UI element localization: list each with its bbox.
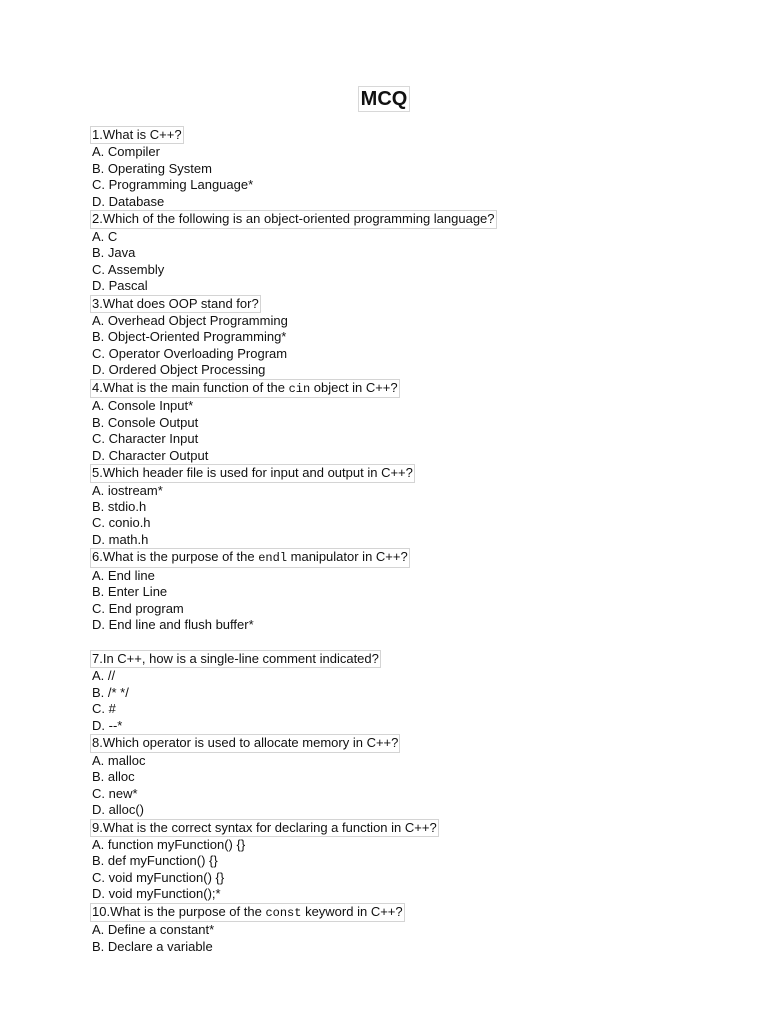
- question-text: 10.What is the purpose of the const keyword in C++?: [90, 903, 405, 922]
- question-text: 8.Which operator is used to allocate memory in C++?: [90, 734, 400, 752]
- question-8: [92, 734, 732, 818]
- blank-line: [92, 634, 732, 650]
- option-b: B. Declare a variable: [92, 938, 213, 954]
- option-a: A. Overhead Object Programming: [92, 312, 288, 328]
- question-text: 2.Which of the following is an object-oriented programming language?: [90, 210, 497, 228]
- question-5: [92, 464, 732, 548]
- question-9: [92, 819, 732, 903]
- option-a: A. C: [92, 228, 118, 244]
- option-b: B. Console Output: [92, 414, 199, 430]
- option-b: B. /* */: [92, 684, 129, 700]
- question-6: [92, 548, 732, 633]
- page-title: MCQ: [358, 86, 411, 112]
- question-4: [92, 379, 732, 464]
- option-d: D. --*: [92, 717, 123, 733]
- option-b: B. alloc: [92, 769, 135, 785]
- option-c: C. void myFunction() {}: [92, 869, 225, 885]
- question-text: 3.What does OOP stand for?: [90, 295, 261, 313]
- option-d: D. End line and flush buffer*: [92, 617, 254, 633]
- option-a: A. //: [92, 668, 116, 684]
- option-a: A. malloc: [92, 752, 146, 768]
- option-a: A. Console Input*: [92, 398, 194, 414]
- question-list: [92, 126, 732, 955]
- question-2: [92, 210, 732, 294]
- option-c: C. conio.h: [92, 515, 151, 531]
- question-3: [92, 295, 732, 379]
- option-d: D. alloc(): [92, 802, 145, 818]
- page-title-block: [0, 86, 768, 112]
- question-10: [92, 903, 732, 955]
- option-d: D. Character Output: [92, 447, 209, 463]
- question-text: 7.In C++, how is a single-line comment indicated?: [90, 650, 381, 668]
- option-d: D. Database: [92, 193, 165, 209]
- option-a: A. iostream*: [92, 482, 163, 498]
- option-d: D. math.h: [92, 531, 149, 547]
- question-text: 4.What is the main function of the cin object in C++?: [90, 379, 400, 398]
- option-b: B. Operating System: [92, 160, 212, 176]
- option-c: C. Operator Overloading Program: [92, 345, 288, 361]
- option-a: A. End line: [92, 567, 155, 583]
- option-c: C. #: [92, 701, 116, 717]
- question-text: 6.What is the purpose of the endl manipulator in C++?: [90, 548, 410, 567]
- option-b: B. stdio.h: [92, 498, 147, 514]
- option-c: C. End program: [92, 600, 184, 616]
- question-text: 5.Which header file is used for input and output in C++?: [90, 464, 415, 482]
- question-1: [92, 126, 732, 210]
- question-text: 9.What is the correct syntax for declaring a function in C++?: [90, 819, 439, 837]
- option-d: D. Pascal: [92, 278, 148, 294]
- option-c: C. Programming Language*: [92, 177, 254, 193]
- option-b: B. Java: [92, 245, 136, 261]
- option-b: B. Object-Oriented Programming*: [92, 329, 287, 345]
- option-d: D. Ordered Object Processing: [92, 362, 266, 378]
- inline-code: cin: [288, 381, 311, 396]
- question-7: [92, 650, 732, 734]
- inline-code: endl: [258, 551, 288, 566]
- question-text: 1.What is C++?: [90, 126, 184, 144]
- option-d: D. void myFunction();*: [92, 886, 221, 902]
- option-b: B. def myFunction() {}: [92, 853, 218, 869]
- option-a: A. Define a constant*: [92, 922, 215, 938]
- inline-code: const: [265, 905, 302, 920]
- option-c: C. Assembly: [92, 261, 165, 277]
- option-c: C. Character Input: [92, 431, 199, 447]
- option-c: C. new*: [92, 785, 138, 801]
- option-a: A. Compiler: [92, 144, 160, 160]
- option-b: B. Enter Line: [92, 584, 168, 600]
- option-a: A. function myFunction() {}: [92, 837, 246, 853]
